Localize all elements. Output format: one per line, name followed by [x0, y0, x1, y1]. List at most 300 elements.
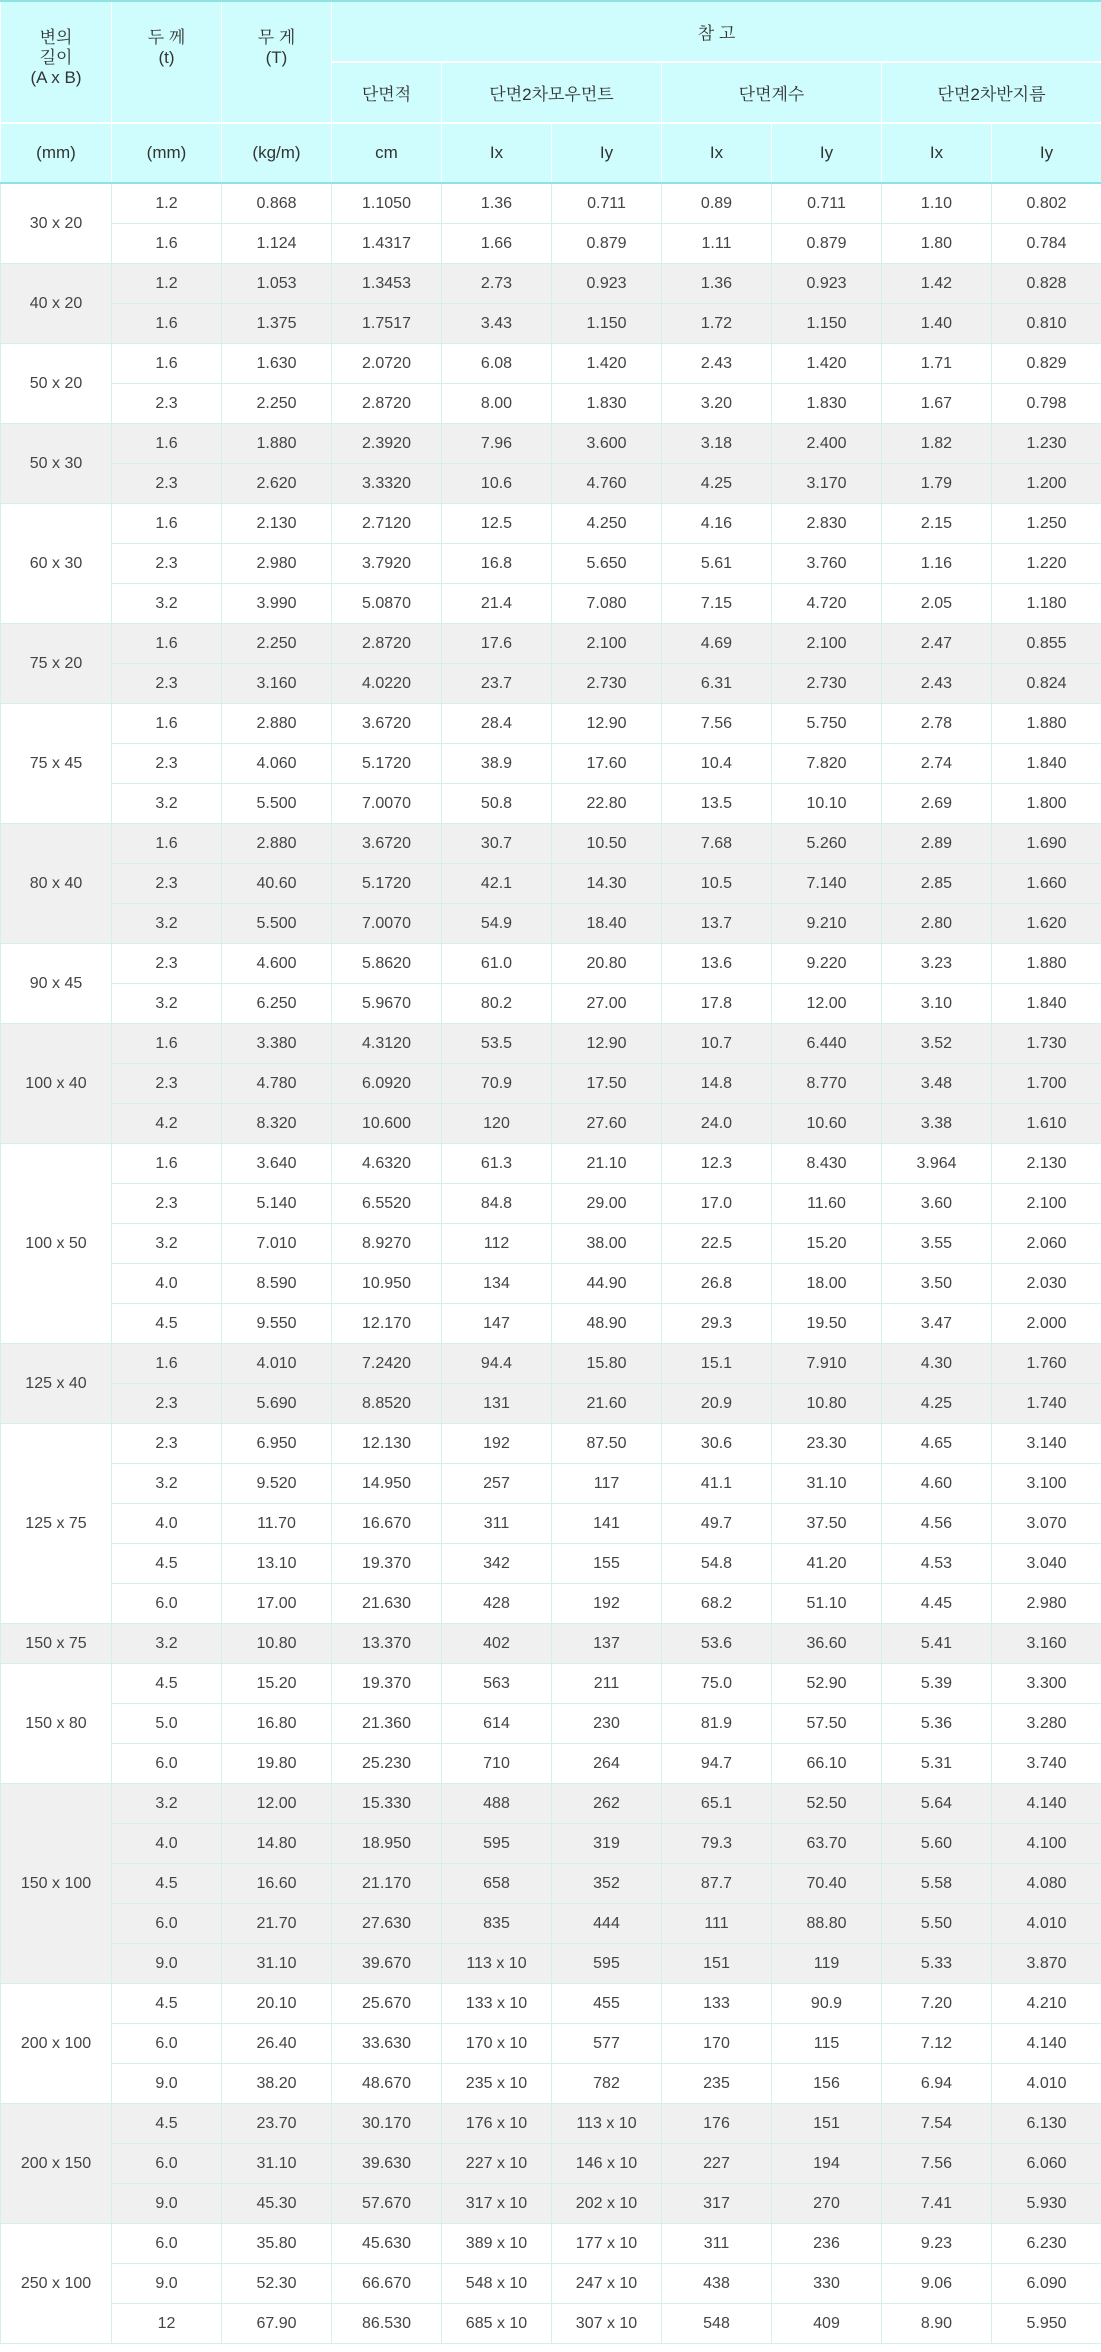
cell-modulus-ix: 0.89	[662, 183, 772, 224]
cell-radius-ix: 2.78	[882, 704, 992, 744]
cell-modulus-ix: 24.0	[662, 1104, 772, 1144]
cell-thickness: 2.3	[112, 544, 222, 584]
table-row	[1, 384, 1101, 424]
cell-area: 4.3120	[332, 1024, 442, 1064]
cell-thickness: 1.6	[112, 624, 222, 664]
cell-radius-ix: 4.45	[882, 1584, 992, 1624]
cell-area: 66.670	[332, 2264, 442, 2304]
cell-thickness: 3.2	[112, 784, 222, 824]
table-row	[1, 1544, 1101, 1584]
cell-moment-iy: 5.650	[552, 544, 662, 584]
cell-radius-iy: 4.140	[992, 2024, 1101, 2064]
cell-radius-iy: 3.040	[992, 1544, 1101, 1584]
cell-weight: 3.640	[222, 1144, 332, 1184]
cell-modulus-ix: 26.8	[662, 1264, 772, 1304]
cell-radius-iy: 4.210	[992, 1984, 1101, 2024]
cell-area: 2.8720	[332, 384, 442, 424]
cell-moment-ix: 80.2	[442, 984, 552, 1024]
unit-modulus-ix: Ix	[662, 123, 772, 183]
cell-radius-iy: 1.200	[992, 464, 1101, 504]
unit-radius-iy: Iy	[992, 123, 1101, 183]
cell-moment-ix: 12.5	[442, 504, 552, 544]
cell-modulus-iy: 15.20	[772, 1224, 882, 1264]
cell-modulus-iy: 9.210	[772, 904, 882, 944]
cell-weight: 16.80	[222, 1704, 332, 1744]
cell-area: 18.950	[332, 1824, 442, 1864]
cell-radius-iy: 1.730	[992, 1024, 1101, 1064]
cell-modulus-iy: 19.50	[772, 1304, 882, 1344]
cell-modulus-iy: 3.760	[772, 544, 882, 584]
cell-moment-ix: 113 x 10	[442, 1944, 552, 1984]
cell-area: 10.600	[332, 1104, 442, 1144]
cell-moment-ix: 6.08	[442, 344, 552, 384]
cell-thickness: 4.0	[112, 1824, 222, 1864]
cell-radius-ix: 7.54	[882, 2104, 992, 2144]
cell-weight: 2.880	[222, 704, 332, 744]
cell-modulus-ix: 4.25	[662, 464, 772, 504]
cell-moment-ix: 428	[442, 1584, 552, 1624]
cell-moment-ix: 28.4	[442, 704, 552, 744]
unit-side: (mm)	[1, 123, 112, 183]
cell-moment-iy: 17.50	[552, 1064, 662, 1104]
cell-thickness: 4.5	[112, 1664, 222, 1704]
cell-moment-iy: 307 x 10	[552, 2304, 662, 2344]
cell-weight: 9.550	[222, 1304, 332, 1344]
cell-radius-ix: 2.69	[882, 784, 992, 824]
cell-thickness: 6.0	[112, 2024, 222, 2064]
cell-size: 200 x 150	[1, 2104, 112, 2224]
cell-radius-ix: 1.10	[882, 183, 992, 224]
table-body	[1, 183, 1101, 2344]
cell-size: 200 x 100	[1, 1984, 112, 2104]
cell-moment-iy: 230	[552, 1704, 662, 1744]
table-row	[1, 1064, 1101, 1104]
cell-area: 14.950	[332, 1464, 442, 1504]
cell-moment-ix: 8.00	[442, 384, 552, 424]
cell-moment-iy: 1.420	[552, 344, 662, 384]
cell-radius-ix: 5.64	[882, 1784, 992, 1824]
cell-thickness: 1.6	[112, 304, 222, 344]
cell-radius-ix: 1.16	[882, 544, 992, 584]
cell-thickness: 4.5	[112, 2104, 222, 2144]
cell-modulus-iy: 2.730	[772, 664, 882, 704]
cell-moment-ix: 131	[442, 1384, 552, 1424]
cell-modulus-iy: 0.923	[772, 264, 882, 304]
table-row	[1, 1864, 1101, 1904]
table-row	[1, 904, 1101, 944]
cell-modulus-iy: 1.420	[772, 344, 882, 384]
cell-radius-iy: 0.828	[992, 264, 1101, 304]
cell-thickness: 3.2	[112, 1784, 222, 1824]
cell-weight: 15.20	[222, 1664, 332, 1704]
cell-thickness: 2.3	[112, 864, 222, 904]
cell-modulus-iy: 11.60	[772, 1184, 882, 1224]
cell-moment-ix: 84.8	[442, 1184, 552, 1224]
header-thickness-line2: (t)	[158, 48, 175, 67]
cell-weight: 16.60	[222, 1864, 332, 1904]
cell-moment-ix: 176 x 10	[442, 2104, 552, 2144]
cell-weight: 7.010	[222, 1224, 332, 1264]
table-row	[1, 1184, 1101, 1224]
header-weight-line2: (T)	[265, 48, 288, 67]
cell-moment-ix: 134	[442, 1264, 552, 1304]
cell-moment-iy: 202 x 10	[552, 2184, 662, 2224]
cell-radius-iy: 0.784	[992, 224, 1101, 264]
cell-radius-ix: 3.10	[882, 984, 992, 1024]
cell-modulus-ix: 3.20	[662, 384, 772, 424]
cell-radius-iy: 1.840	[992, 984, 1101, 1024]
cell-weight: 21.70	[222, 1904, 332, 1944]
cell-moment-iy: 455	[552, 1984, 662, 2024]
cell-moment-ix: 835	[442, 1904, 552, 1944]
cell-radius-ix: 1.42	[882, 264, 992, 304]
cell-radius-iy: 2.100	[992, 1184, 1101, 1224]
cell-weight: 8.320	[222, 1104, 332, 1144]
cell-radius-ix: 3.48	[882, 1064, 992, 1104]
cell-moment-iy: 141	[552, 1504, 662, 1544]
cell-thickness: 1.2	[112, 264, 222, 304]
cell-radius-iy: 0.824	[992, 664, 1101, 704]
cell-thickness: 1.6	[112, 1344, 222, 1384]
cell-thickness: 1.6	[112, 704, 222, 744]
header-side-length-line2: 길이	[39, 48, 73, 67]
header-section-modulus: 단면계수	[662, 62, 882, 123]
cell-radius-iy: 3.300	[992, 1664, 1101, 1704]
cell-weight: 52.30	[222, 2264, 332, 2304]
cell-modulus-ix: 7.56	[662, 704, 772, 744]
cell-moment-iy: 0.923	[552, 264, 662, 304]
cell-moment-ix: 235 x 10	[442, 2064, 552, 2104]
cell-modulus-ix: 87.7	[662, 1864, 772, 1904]
cell-modulus-iy: 90.9	[772, 1984, 882, 2024]
cell-weight: 10.80	[222, 1624, 332, 1664]
cell-radius-ix: 1.79	[882, 464, 992, 504]
cell-moment-iy: 444	[552, 1904, 662, 1944]
cell-radius-iy: 3.280	[992, 1704, 1101, 1744]
cell-radius-iy: 1.740	[992, 1384, 1101, 1424]
cell-area: 5.8620	[332, 944, 442, 984]
cell-moment-iy: 21.60	[552, 1384, 662, 1424]
cell-modulus-ix: 4.69	[662, 624, 772, 664]
cell-moment-ix: 317 x 10	[442, 2184, 552, 2224]
cell-weight: 26.40	[222, 2024, 332, 2064]
cell-moment-ix: 70.9	[442, 1064, 552, 1104]
cell-radius-iy: 0.810	[992, 304, 1101, 344]
cell-area: 19.370	[332, 1544, 442, 1584]
cell-moment-ix: 227 x 10	[442, 2144, 552, 2184]
cell-weight: 11.70	[222, 1504, 332, 1544]
cell-moment-ix: 21.4	[442, 584, 552, 624]
cell-area: 1.1050	[332, 183, 442, 224]
table-row	[1, 784, 1101, 824]
cell-modulus-ix: 53.6	[662, 1624, 772, 1664]
cell-modulus-ix: 49.7	[662, 1504, 772, 1544]
header-weight-line1: 무 게	[257, 28, 296, 47]
table-row	[1, 1384, 1101, 1424]
cell-area: 30.170	[332, 2104, 442, 2144]
cell-radius-ix: 5.58	[882, 1864, 992, 1904]
cell-thickness: 12	[112, 2304, 222, 2344]
cell-area: 4.6320	[332, 1144, 442, 1184]
cell-thickness: 1.6	[112, 424, 222, 464]
cell-modulus-ix: 2.43	[662, 344, 772, 384]
cell-area: 5.1720	[332, 864, 442, 904]
cell-weight: 17.00	[222, 1584, 332, 1624]
cell-moment-iy: 29.00	[552, 1184, 662, 1224]
cell-moment-ix: 61.3	[442, 1144, 552, 1184]
cell-radius-iy: 3.100	[992, 1464, 1101, 1504]
cell-radius-ix: 2.47	[882, 624, 992, 664]
cell-modulus-iy: 18.00	[772, 1264, 882, 1304]
cell-radius-ix: 7.41	[882, 2184, 992, 2224]
cell-modulus-iy: 1.150	[772, 304, 882, 344]
cell-radius-ix: 7.56	[882, 2144, 992, 2184]
cell-thickness: 9.0	[112, 1944, 222, 1984]
table-header	[1, 1, 1101, 183]
cell-area: 1.4317	[332, 224, 442, 264]
table-row	[1, 944, 1101, 984]
table-row	[1, 1784, 1101, 1824]
cell-radius-ix: 1.40	[882, 304, 992, 344]
cell-area: 39.670	[332, 1944, 442, 1984]
cell-modulus-iy: 88.80	[772, 1904, 882, 1944]
cell-modulus-iy: 2.400	[772, 424, 882, 464]
cell-moment-iy: 22.80	[552, 784, 662, 824]
cell-radius-ix: 4.25	[882, 1384, 992, 1424]
cell-radius-iy: 1.620	[992, 904, 1101, 944]
cell-moment-ix: 50.8	[442, 784, 552, 824]
table-row	[1, 864, 1101, 904]
cell-radius-ix: 9.23	[882, 2224, 992, 2264]
cell-size: 100 x 40	[1, 1024, 112, 1144]
cell-modulus-iy: 270	[772, 2184, 882, 2224]
cell-moment-ix: 1.36	[442, 183, 552, 224]
cell-radius-ix: 4.53	[882, 1544, 992, 1584]
cell-radius-iy: 2.030	[992, 1264, 1101, 1304]
header-reference: 참 고	[332, 1, 1101, 62]
cell-moment-ix: 3.43	[442, 304, 552, 344]
cell-weight: 4.600	[222, 944, 332, 984]
cell-moment-ix: 133 x 10	[442, 1984, 552, 2024]
cell-modulus-ix: 548	[662, 2304, 772, 2344]
cell-modulus-ix: 170	[662, 2024, 772, 2064]
cell-modulus-iy: 5.260	[772, 824, 882, 864]
cell-modulus-iy: 236	[772, 2224, 882, 2264]
cell-thickness: 3.2	[112, 1464, 222, 1504]
cell-modulus-ix: 5.61	[662, 544, 772, 584]
cell-radius-ix: 2.80	[882, 904, 992, 944]
cell-radius-ix: 4.65	[882, 1424, 992, 1464]
cell-thickness: 1.6	[112, 224, 222, 264]
cell-size: 150 x 100	[1, 1784, 112, 1984]
cell-area: 5.9670	[332, 984, 442, 1024]
cell-moment-iy: 15.80	[552, 1344, 662, 1384]
cell-area: 3.3320	[332, 464, 442, 504]
cell-weight: 9.520	[222, 1464, 332, 1504]
cell-radius-iy: 1.610	[992, 1104, 1101, 1144]
cell-weight: 31.10	[222, 2144, 332, 2184]
cell-weight: 4.780	[222, 1064, 332, 1104]
cell-radius-iy: 2.980	[992, 1584, 1101, 1624]
cell-area: 21.360	[332, 1704, 442, 1744]
cell-area: 6.0920	[332, 1064, 442, 1104]
cell-modulus-ix: 22.5	[662, 1224, 772, 1264]
cell-modulus-ix: 79.3	[662, 1824, 772, 1864]
cell-size: 150 x 75	[1, 1624, 112, 1664]
cell-moment-ix: 94.4	[442, 1344, 552, 1384]
cell-thickness: 6.0	[112, 2144, 222, 2184]
table-row	[1, 1264, 1101, 1304]
cell-size: 40 x 20	[1, 264, 112, 344]
cell-weight: 2.980	[222, 544, 332, 584]
cell-modulus-ix: 311	[662, 2224, 772, 2264]
cell-weight: 35.80	[222, 2224, 332, 2264]
header-side-length-line3: (A x B)	[30, 68, 82, 87]
cell-weight: 45.30	[222, 2184, 332, 2224]
cell-modulus-iy: 41.20	[772, 1544, 882, 1584]
cell-thickness: 1.6	[112, 344, 222, 384]
cell-weight: 5.140	[222, 1184, 332, 1224]
cell-radius-ix: 4.60	[882, 1464, 992, 1504]
cell-radius-ix: 9.06	[882, 2264, 992, 2304]
cell-area: 4.0220	[332, 664, 442, 704]
table-row	[1, 1744, 1101, 1784]
table-row	[1, 224, 1101, 264]
cell-thickness: 4.5	[112, 1984, 222, 2024]
cell-area: 21.630	[332, 1584, 442, 1624]
cell-modulus-iy: 409	[772, 2304, 882, 2344]
cell-moment-ix: 147	[442, 1304, 552, 1344]
cell-weight: 2.250	[222, 384, 332, 424]
cell-modulus-iy: 156	[772, 2064, 882, 2104]
cell-weight: 14.80	[222, 1824, 332, 1864]
table-row	[1, 1504, 1101, 1544]
cell-radius-ix: 7.20	[882, 1984, 992, 2024]
table-row	[1, 1024, 1101, 1064]
table-row	[1, 2064, 1101, 2104]
cell-radius-ix: 1.82	[882, 424, 992, 464]
table-row	[1, 464, 1101, 504]
cell-moment-iy: 595	[552, 1944, 662, 1984]
cell-modulus-iy: 4.720	[772, 584, 882, 624]
cell-size: 100 x 50	[1, 1144, 112, 1344]
cell-modulus-ix: 65.1	[662, 1784, 772, 1824]
cell-modulus-ix: 227	[662, 2144, 772, 2184]
cell-weight: 2.130	[222, 504, 332, 544]
cell-radius-iy: 0.829	[992, 344, 1101, 384]
cell-radius-iy: 3.740	[992, 1744, 1101, 1784]
cell-modulus-ix: 3.18	[662, 424, 772, 464]
cell-modulus-ix: 176	[662, 2104, 772, 2144]
cell-area: 21.170	[332, 1864, 442, 1904]
cell-radius-iy: 1.800	[992, 784, 1101, 824]
cell-weight: 4.010	[222, 1344, 332, 1384]
cell-moment-iy: 262	[552, 1784, 662, 1824]
cell-moment-iy: 87.50	[552, 1424, 662, 1464]
unit-moment-iy: Iy	[552, 123, 662, 183]
cell-moment-ix: 120	[442, 1104, 552, 1144]
cell-moment-iy: 264	[552, 1744, 662, 1784]
table-row	[1, 2104, 1101, 2144]
cell-modulus-ix: 111	[662, 1904, 772, 1944]
cell-weight: 8.590	[222, 1264, 332, 1304]
cell-radius-ix: 7.12	[882, 2024, 992, 2064]
cell-moment-ix: 17.6	[442, 624, 552, 664]
cell-area: 8.8520	[332, 1384, 442, 1424]
cell-size: 30 x 20	[1, 183, 112, 264]
cell-moment-ix: 402	[442, 1624, 552, 1664]
cell-area: 25.230	[332, 1744, 442, 1784]
cell-modulus-iy: 115	[772, 2024, 882, 2064]
cell-modulus-ix: 13.7	[662, 904, 772, 944]
cell-moment-ix: 257	[442, 1464, 552, 1504]
cell-moment-ix: 548 x 10	[442, 2264, 552, 2304]
cell-modulus-ix: 20.9	[662, 1384, 772, 1424]
cell-moment-ix: 685 x 10	[442, 2304, 552, 2344]
table-row	[1, 183, 1101, 224]
cell-thickness: 2.3	[112, 384, 222, 424]
cell-moment-iy: 211	[552, 1664, 662, 1704]
cell-moment-iy: 44.90	[552, 1264, 662, 1304]
cell-modulus-ix: 1.11	[662, 224, 772, 264]
cell-radius-ix: 3.55	[882, 1224, 992, 1264]
table-row	[1, 824, 1101, 864]
cell-modulus-iy: 8.770	[772, 1064, 882, 1104]
cell-thickness: 4.5	[112, 1864, 222, 1904]
cell-radius-iy: 2.060	[992, 1224, 1101, 1264]
cell-radius-ix: 4.30	[882, 1344, 992, 1384]
cell-weight: 12.00	[222, 1784, 332, 1824]
cell-moment-ix: 23.7	[442, 664, 552, 704]
cell-weight: 5.500	[222, 784, 332, 824]
cell-moment-ix: 563	[442, 1664, 552, 1704]
cell-radius-ix: 2.74	[882, 744, 992, 784]
cell-thickness: 1.6	[112, 824, 222, 864]
cell-radius-ix: 2.05	[882, 584, 992, 624]
cell-moment-iy: 0.711	[552, 183, 662, 224]
cell-modulus-iy: 7.910	[772, 1344, 882, 1384]
cell-moment-iy: 12.90	[552, 1024, 662, 1064]
unit-thickness: (mm)	[112, 123, 222, 183]
cell-size: 150 x 80	[1, 1664, 112, 1784]
cell-weight: 67.90	[222, 2304, 332, 2344]
cell-area: 27.630	[332, 1904, 442, 1944]
cell-moment-iy: 1.150	[552, 304, 662, 344]
cell-moment-iy: 319	[552, 1824, 662, 1864]
cell-moment-ix: 38.9	[442, 744, 552, 784]
cell-area: 12.130	[332, 1424, 442, 1464]
cell-size: 80 x 40	[1, 824, 112, 944]
cell-modulus-iy: 2.100	[772, 624, 882, 664]
header-weight	[222, 1, 332, 123]
cell-area: 33.630	[332, 2024, 442, 2064]
cell-moment-ix: 61.0	[442, 944, 552, 984]
cell-thickness: 2.3	[112, 664, 222, 704]
cell-area: 6.5520	[332, 1184, 442, 1224]
table-row	[1, 2144, 1101, 2184]
cell-radius-iy: 6.130	[992, 2104, 1101, 2144]
cell-moment-iy: 17.60	[552, 744, 662, 784]
cell-moment-ix: 311	[442, 1504, 552, 1544]
cell-modulus-ix: 10.5	[662, 864, 772, 904]
cell-moment-iy: 352	[552, 1864, 662, 1904]
cell-weight: 3.160	[222, 664, 332, 704]
cell-thickness: 3.2	[112, 1624, 222, 1664]
cell-moment-ix: 342	[442, 1544, 552, 1584]
cell-radius-ix: 3.47	[882, 1304, 992, 1344]
cell-modulus-iy: 330	[772, 2264, 882, 2304]
cell-area: 19.370	[332, 1664, 442, 1704]
